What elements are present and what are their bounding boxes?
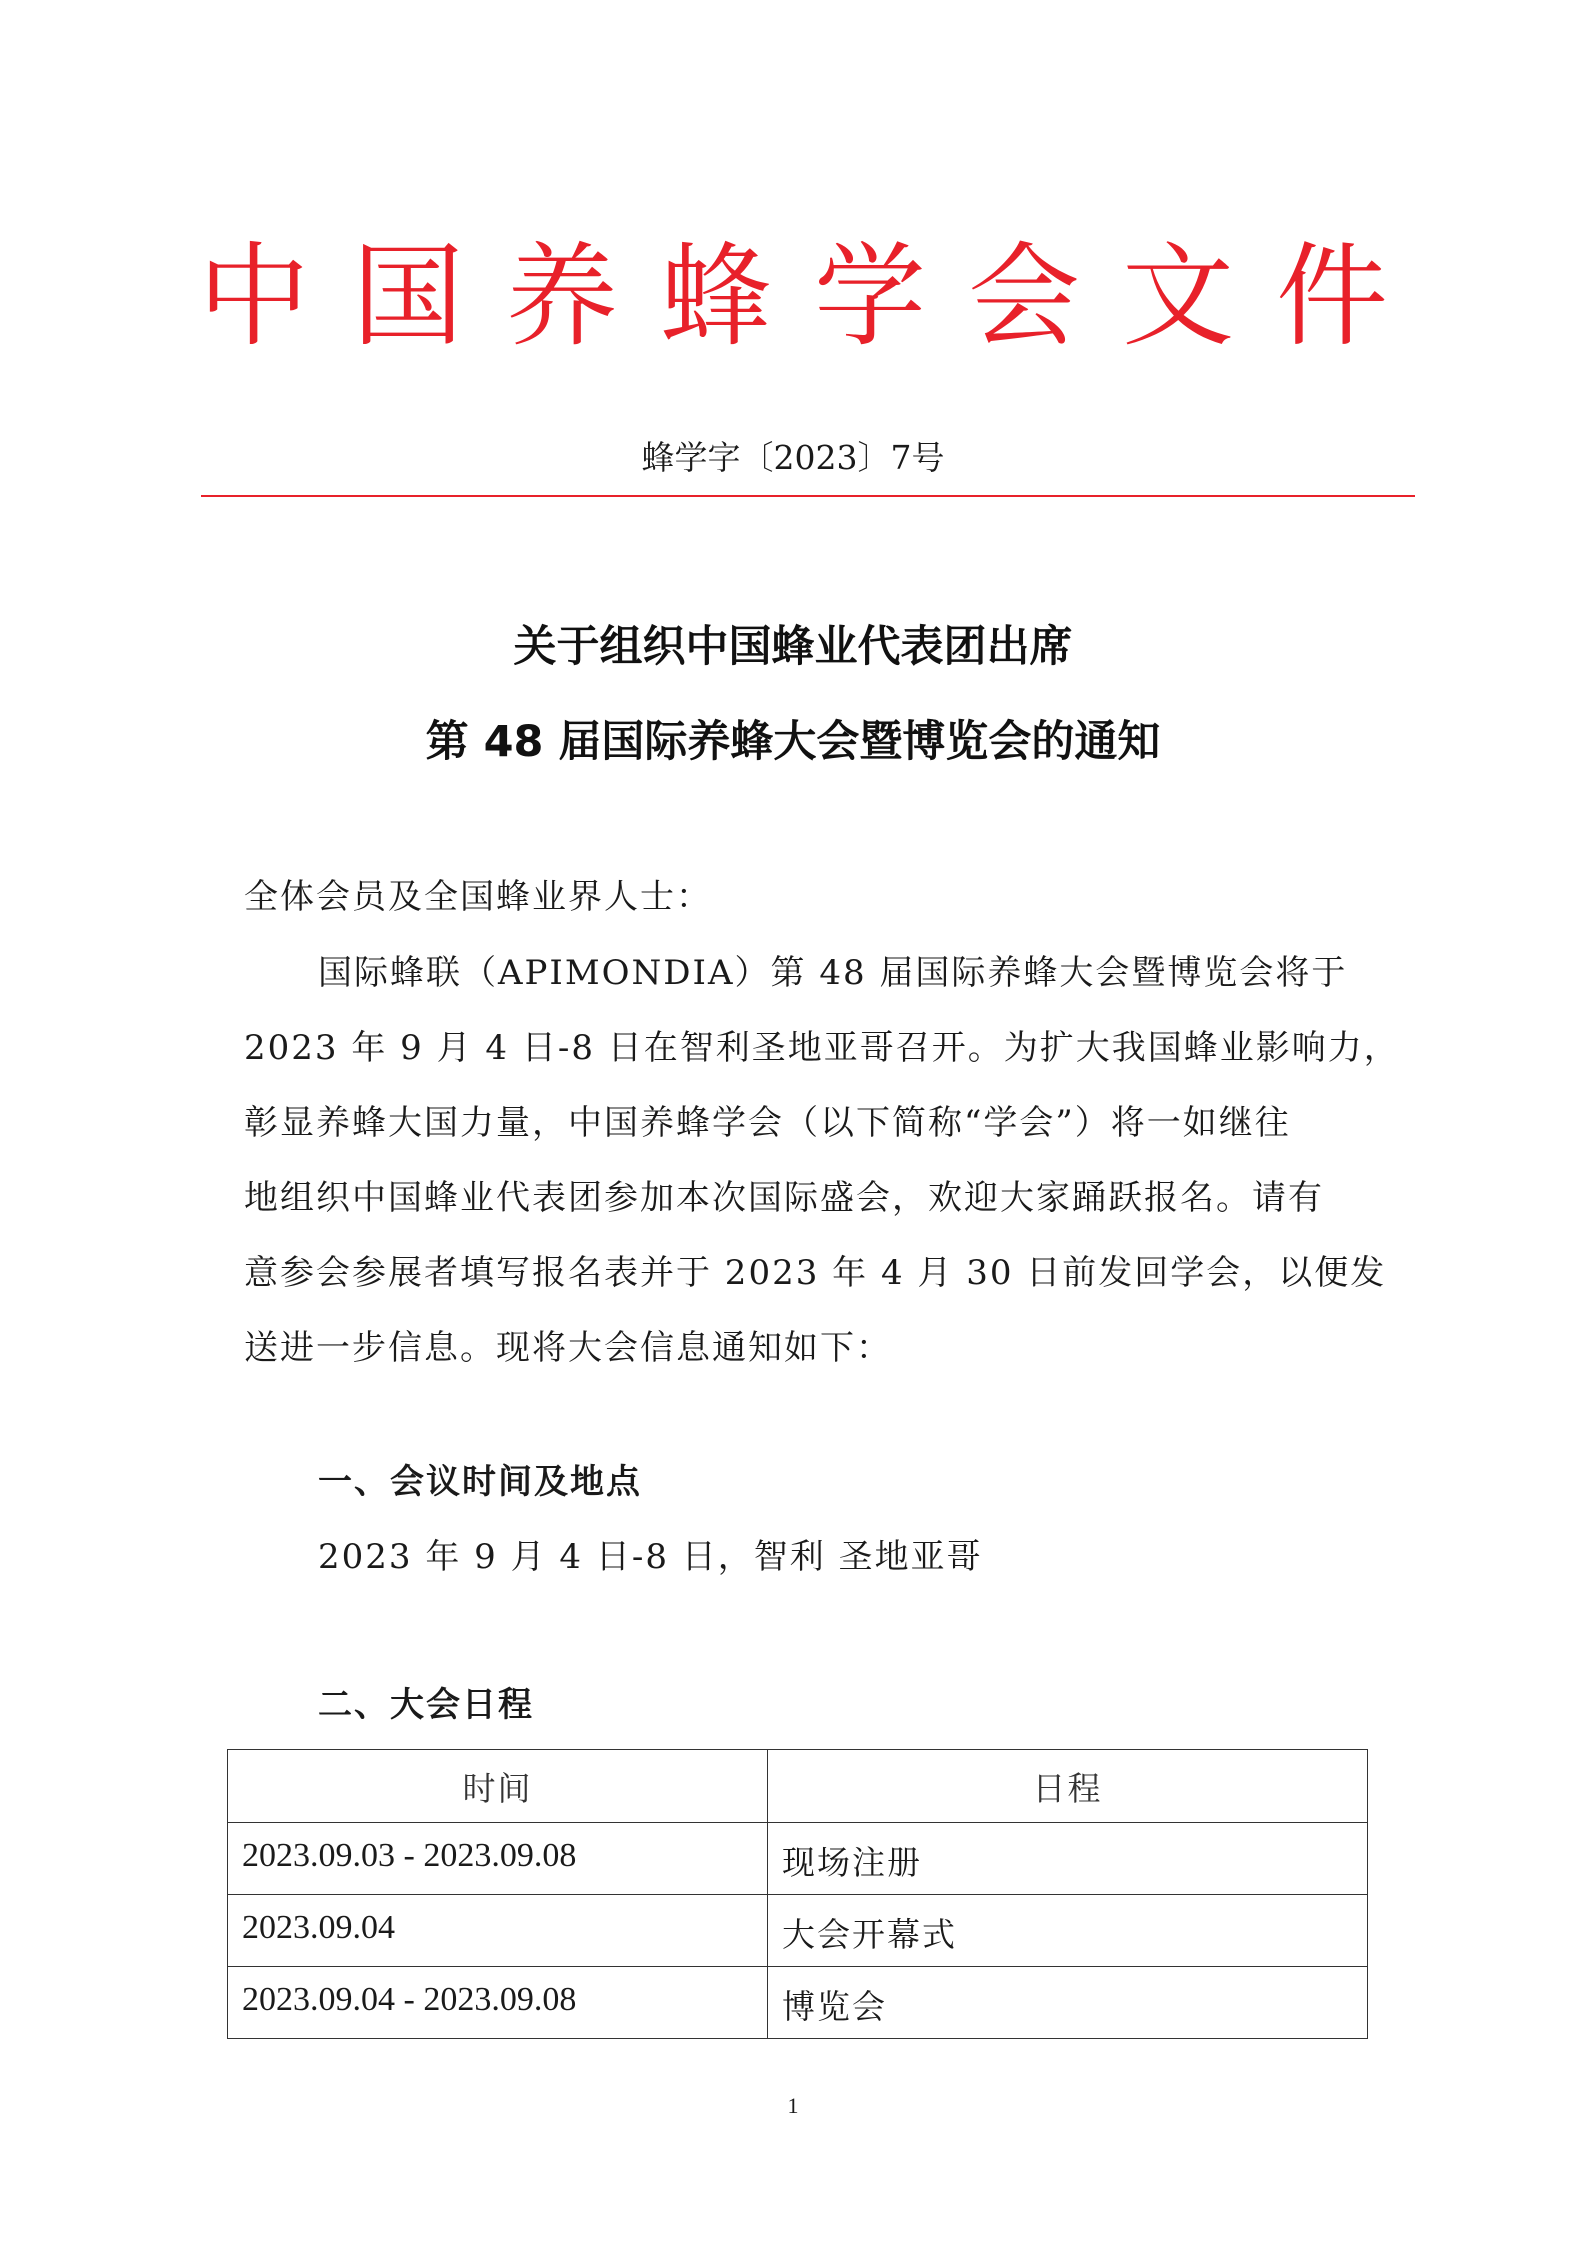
table-header-row	[228, 1750, 1368, 1823]
document-number: 蜂学字〔2023〕7号	[641, 438, 945, 477]
body-paragraph-line: 2023 年 9 月 4 日-8 日在智利圣地亚哥召开。为扩大我国蜂业影响力，	[244, 1028, 1400, 1068]
body-paragraph-line: 彰显养蜂大国力量，中国养蜂学会（以下简称“学会”）将一如继往	[244, 1103, 1291, 1143]
document-masthead: 中国养蜂学会文件	[198, 232, 1430, 362]
table-row	[228, 1967, 1368, 2039]
body-paragraph-line: 国际蜂联（APIMONDIA）第 48 届国际养蜂大会暨博览会将于	[318, 953, 1348, 993]
body-paragraph-line: 地组织中国蜂业代表团参加本次国际盛会，欢迎大家踊跃报名。请有	[244, 1178, 1324, 1218]
notice-title-line-1: 关于组织中国蜂业代表团出席	[513, 622, 1073, 672]
table-row	[228, 1895, 1368, 1967]
red-divider-line	[201, 495, 1415, 497]
salutation: 全体会员及全国蜂业界人士：	[244, 877, 712, 917]
body-paragraph-line: 送进一步信息。现将大会信息通知如下：	[244, 1328, 892, 1368]
schedule-date-cell: 2023.09.04 - 2023.09.08	[228, 1967, 768, 2039]
notice-title-line-2: 第 48 届国际养蜂大会暨博览会的通知	[425, 717, 1161, 767]
schedule-date-cell: 2023.09.03 - 2023.09.08	[228, 1823, 768, 1895]
column-header-time: 时间	[228, 1750, 768, 1823]
schedule-table	[227, 1749, 1368, 2039]
section-heading-schedule: 二、大会日程	[318, 1685, 534, 1725]
section-heading-time-location: 一、会议时间及地点	[318, 1462, 642, 1502]
page-number: 1	[787, 2093, 799, 2118]
table-row	[228, 1823, 1368, 1895]
column-header-schedule: 日程	[768, 1750, 1368, 1823]
schedule-event-cell: 博览会	[768, 1967, 1368, 2039]
schedule-date-cell: 2023.09.04	[228, 1895, 768, 1967]
body-paragraph-line: 意参会参展者填写报名表并于 2023 年 4 月 30 日前发回学会，以便发	[244, 1253, 1387, 1293]
schedule-event-cell: 大会开幕式	[768, 1895, 1368, 1967]
meeting-time-location: 2023 年 9 月 4 日-8 日，智利 圣地亚哥	[318, 1537, 983, 1577]
schedule-event-cell: 现场注册	[768, 1823, 1368, 1895]
